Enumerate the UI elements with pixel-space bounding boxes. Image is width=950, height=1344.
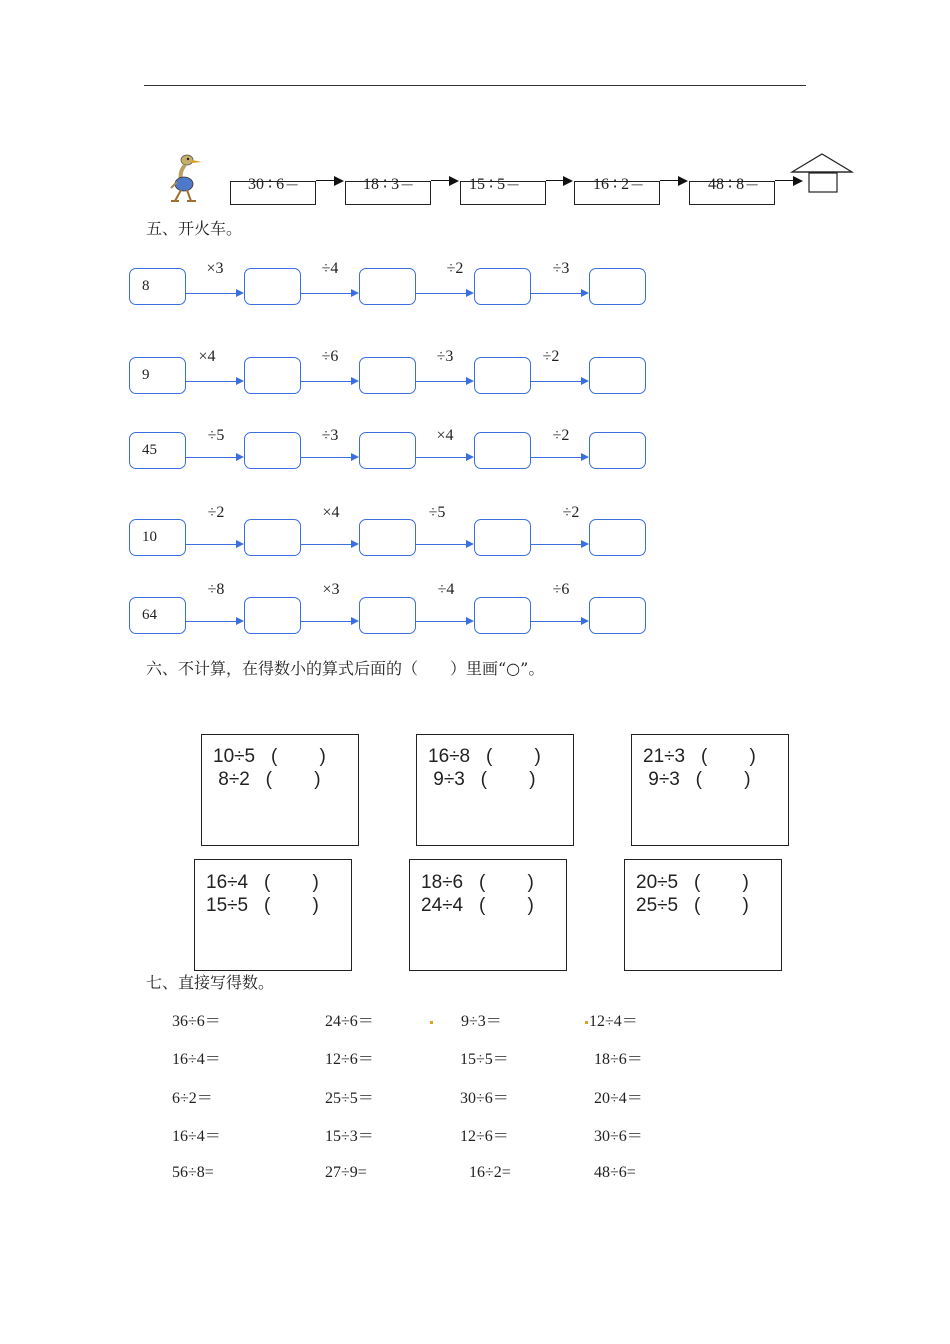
direct-calculation: 6÷2＝ — [172, 1090, 213, 1107]
direct-calculation: 25÷5＝ — [325, 1090, 374, 1107]
train-arrow — [186, 381, 237, 382]
answer-box[interactable] — [359, 357, 416, 394]
train-start-box: 45 — [129, 432, 186, 469]
direct-calculation: 48÷6= — [594, 1164, 636, 1181]
arrow-head-icon — [581, 377, 589, 385]
arrow-head-icon — [581, 453, 589, 461]
train-operation: ÷3 — [321, 427, 339, 444]
arrow-head-icon — [466, 540, 474, 548]
direct-calculation: 20÷4＝ — [594, 1090, 643, 1107]
section-5-title: 五、开火车。 — [146, 219, 243, 238]
answer-box[interactable] — [359, 432, 416, 469]
direct-calculation: 24÷6＝ — [325, 1013, 374, 1030]
train-start-box: 64 — [129, 597, 186, 634]
arrow-head-icon — [351, 453, 359, 461]
train-operation: ×4 — [322, 504, 340, 521]
arrow-head-icon — [466, 289, 474, 297]
train-operation: ×3 — [206, 260, 224, 277]
answer-box[interactable] — [589, 268, 646, 305]
path-expression: 15 ∶ 5＝ — [469, 176, 522, 193]
direct-calculation: 12÷6＝ — [325, 1051, 374, 1068]
train-arrow — [416, 457, 467, 458]
answer-box[interactable] — [244, 268, 301, 305]
train-arrow — [531, 293, 582, 294]
train-operation: ÷6 — [552, 581, 570, 598]
train-arrow — [186, 457, 237, 458]
compare-expression: 10÷5 ( ) — [213, 746, 326, 767]
answer-box[interactable] — [244, 519, 301, 556]
train-operation: ×3 — [322, 581, 340, 598]
direct-calculation: 16÷4＝ — [172, 1051, 221, 1068]
train-operation: ÷8 — [207, 581, 225, 598]
train-operation: ÷5 — [428, 504, 446, 521]
compare-expression: 21÷3 ( ) — [643, 746, 756, 767]
train-start-box: 8 — [129, 268, 186, 305]
train-arrow — [416, 293, 467, 294]
direct-calculation: 36÷6＝ — [172, 1013, 221, 1030]
answer-box[interactable] — [474, 597, 531, 634]
train-operation: ×4 — [436, 427, 454, 444]
header-rule — [144, 85, 806, 86]
direct-calculation: 30÷6＝ — [594, 1128, 643, 1145]
answer-box[interactable] — [474, 432, 531, 469]
answer-box[interactable] — [244, 432, 301, 469]
path-arrow — [660, 180, 680, 181]
compare-expression: 16÷4 ( ) — [206, 872, 319, 893]
arrow-head-icon — [449, 176, 459, 186]
answer-box[interactable] — [359, 597, 416, 634]
direct-calculation: 30÷6＝ — [460, 1090, 509, 1107]
train-arrow — [416, 381, 467, 382]
answer-box[interactable] — [589, 597, 646, 634]
answer-box[interactable] — [359, 519, 416, 556]
arrow-head-icon — [236, 289, 244, 297]
arrow-head-icon — [351, 617, 359, 625]
compare-expression: 9÷3 ( ) — [428, 769, 536, 790]
direct-calculation: 12÷6＝ — [460, 1128, 509, 1145]
compare-expression: 20÷5 ( ) — [636, 872, 749, 893]
arrow-head-icon — [351, 540, 359, 548]
train-arrow — [531, 621, 582, 622]
arrow-head-icon — [351, 289, 359, 297]
direct-calculation: 56÷8= — [172, 1164, 214, 1181]
direct-calculation: 15÷3＝ — [325, 1128, 374, 1145]
arrow-head-icon — [466, 617, 474, 625]
train-operation: ÷2 — [552, 427, 570, 444]
compare-expression: 24÷4 ( ) — [421, 895, 534, 916]
train-operation: ÷2 — [542, 348, 560, 365]
compare-expression: 15÷5 ( ) — [206, 895, 319, 916]
path-arrow — [431, 180, 451, 181]
section-6-title: 六、不计算，在得数小的算式后面的（ ）里画“○”。 — [146, 659, 545, 678]
dot-mark — [430, 1021, 433, 1024]
direct-calculation: 27÷9= — [325, 1164, 367, 1181]
train-arrow — [186, 621, 237, 622]
compare-expression: 16÷8 ( ) — [428, 746, 541, 767]
arrow-head-icon — [466, 453, 474, 461]
arrow-head-icon — [563, 176, 573, 186]
compare-expression: 25÷5 ( ) — [636, 895, 749, 916]
train-operation: ÷3 — [436, 348, 454, 365]
direct-calculation: 16÷4＝ — [172, 1128, 221, 1145]
train-arrow — [186, 544, 237, 545]
train-start-box: 9 — [129, 357, 186, 394]
compare-expression: 9÷3 ( ) — [643, 769, 751, 790]
train-arrow — [301, 457, 352, 458]
train-arrow — [531, 457, 582, 458]
arrow-head-icon — [236, 377, 244, 385]
train-arrow — [531, 381, 582, 382]
arrow-head-icon — [581, 540, 589, 548]
train-operation: ÷2 — [446, 260, 464, 277]
train-operation: ÷4 — [321, 260, 339, 277]
arrow-head-icon — [678, 176, 688, 186]
compare-expression: 8÷2 ( ) — [213, 769, 321, 790]
bird-illustration — [165, 152, 205, 204]
answer-box[interactable] — [589, 357, 646, 394]
arrow-head-icon — [334, 176, 344, 186]
answer-box[interactable] — [359, 268, 416, 305]
compare-expression: 18÷6 ( ) — [421, 872, 534, 893]
path-expression: 30 ∶ 6＝ — [248, 176, 301, 193]
train-arrow — [416, 544, 467, 545]
path-arrow — [316, 180, 336, 181]
train-operation: ÷5 — [207, 427, 225, 444]
path-expression: 16 ∶ 2＝ — [593, 176, 646, 193]
train-operation: ×4 — [198, 348, 216, 365]
arrow-head-icon — [236, 540, 244, 548]
train-arrow — [301, 544, 352, 545]
section-7-title: 七、直接写得数。 — [146, 973, 275, 992]
train-arrow — [416, 621, 467, 622]
direct-calculation: 9÷3＝ — [461, 1013, 502, 1030]
arrow-head-icon — [236, 453, 244, 461]
train-arrow — [531, 544, 582, 545]
answer-box[interactable] — [244, 357, 301, 394]
dot-mark — [585, 1021, 588, 1024]
train-arrow — [301, 621, 352, 622]
train-operation: ÷2 — [562, 504, 580, 521]
arrow-head-icon — [351, 377, 359, 385]
answer-box[interactable] — [589, 519, 646, 556]
train-start-box: 10 — [129, 519, 186, 556]
train-operation: ÷6 — [321, 348, 339, 365]
direct-calculation: 18÷6＝ — [594, 1051, 643, 1068]
direct-calculation: 16÷2= — [469, 1164, 511, 1181]
train-arrow — [301, 293, 352, 294]
house-icon — [790, 152, 854, 194]
train-operation: ÷3 — [552, 260, 570, 277]
answer-box[interactable] — [589, 432, 646, 469]
arrow-head-icon — [466, 377, 474, 385]
direct-calculation: 15÷5＝ — [460, 1051, 509, 1068]
direct-calculation: 12÷4＝ — [589, 1013, 638, 1030]
answer-box[interactable] — [474, 519, 531, 556]
arrow-head-icon — [236, 617, 244, 625]
arrow-head-icon — [581, 617, 589, 625]
train-operation: ÷2 — [207, 504, 225, 521]
path-expression: 18 ∶ 3＝ — [363, 176, 416, 193]
train-operation: ÷4 — [437, 581, 455, 598]
arrow-head-icon — [581, 289, 589, 297]
train-arrow — [186, 293, 237, 294]
path-expression: 48 ∶ 8＝ — [708, 176, 761, 193]
train-arrow — [301, 381, 352, 382]
answer-box[interactable] — [244, 597, 301, 634]
